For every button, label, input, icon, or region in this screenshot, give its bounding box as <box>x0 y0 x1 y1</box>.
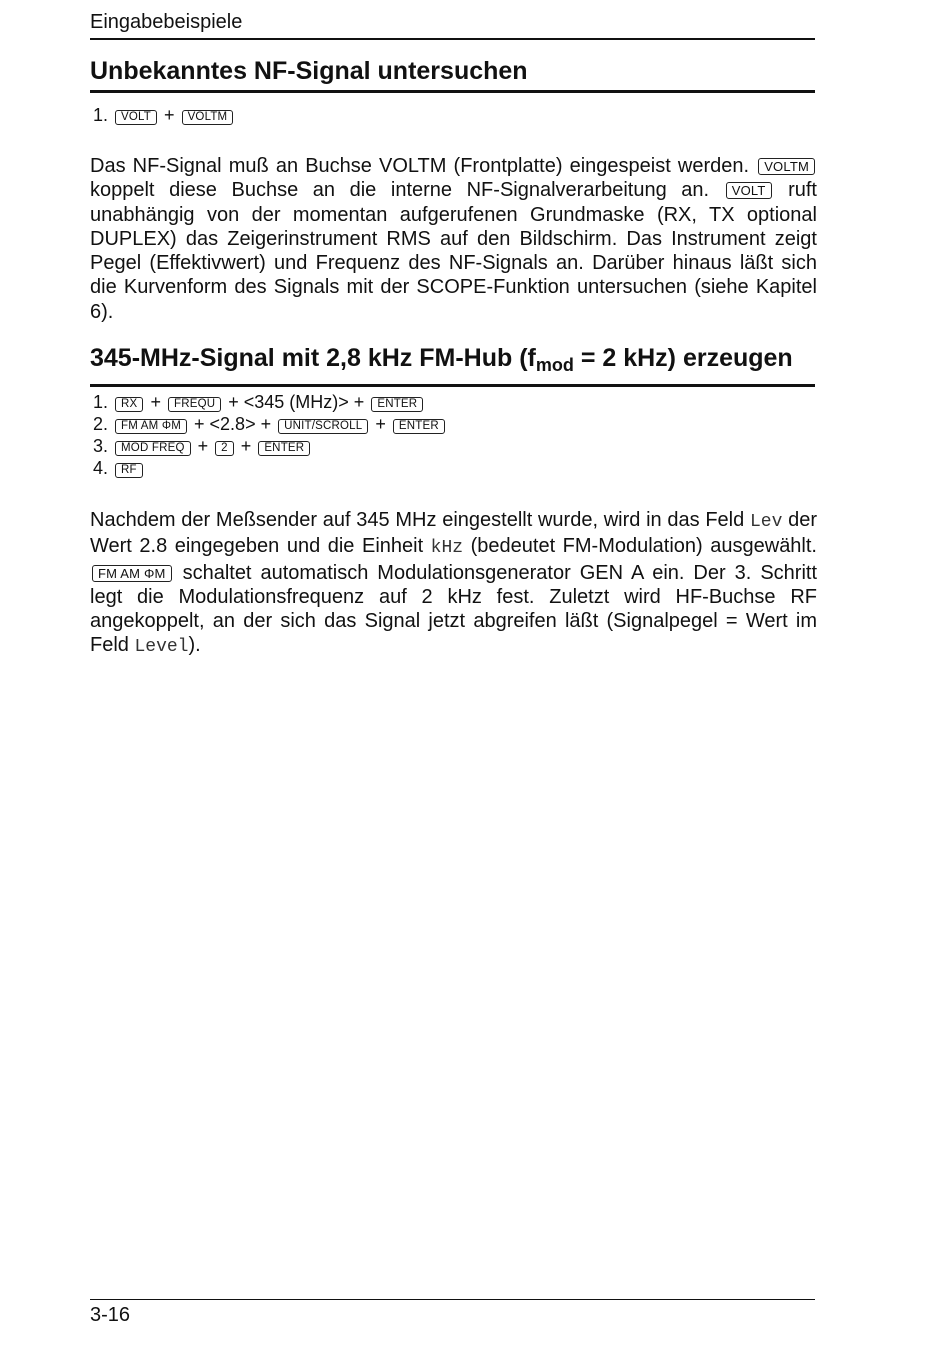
step-list-nf <box>93 104 235 126</box>
plus-sign: + <box>240 436 252 456</box>
step-number: 1. <box>93 105 109 125</box>
text-run: Nachdem der Meßsender auf 345 MHz eingestellt wurde, wird in das Feld <box>90 509 745 531</box>
subscript-mod: mod <box>535 355 574 375</box>
fm-am-pm-key: FM AM ΦM <box>92 565 172 582</box>
step-item <box>93 435 447 457</box>
text-run: ruft unabhängig von der momentan aufgerufenen Grundmaske (RX, TX optional DUPLEX) das Zeigerinstrument RMS auf den Bildschirm. Das Instrument zeigt Pegel (Effektivwert) und Frequenz des NF-Signals an. Darüber hinaus läßt sich die Kurvenform des Signals mit der SCOPE-Funktion untersuchen (siehe Kapitel 6). <box>90 179 817 323</box>
voltm-key: VOLTM <box>758 158 815 175</box>
fm-am-pm-key: FM AM ΦM <box>115 419 187 434</box>
step-item <box>93 457 447 479</box>
section-title-nf-signal <box>90 54 815 93</box>
field-name-level: Level <box>134 637 189 658</box>
text-run: schaltet automatisch Modulationsgenerator GEN A ein. Der 3. Schritt legt die Modulationsfrequenz auf 2 kHz fest. Zuletzt wird HF-Buchse RF angekoppelt, an der sich das Signal jetzt abgreifen läßt (Signalpegel = Wert im Feld <box>90 561 817 657</box>
volt-key: VOLT <box>726 182 772 199</box>
text-run: ). <box>188 634 201 657</box>
step-text: + <345 (MHz)> + <box>228 392 365 412</box>
section-title-text: = 2 kHz) erzeugen <box>573 344 793 372</box>
plus-sign: + <box>197 436 209 456</box>
step-item <box>93 104 235 126</box>
step-number: 1. <box>93 392 109 412</box>
mod-freq-key: MOD FREQ <box>115 441 191 456</box>
frequ-key: FREQU <box>168 397 221 412</box>
voltm-key: VOLTM <box>182 110 234 125</box>
enter-key: ENTER <box>258 441 310 456</box>
text-run: (bedeutet FM-Modulation) ausgewählt. <box>463 535 817 558</box>
step-number: 2. <box>93 414 109 434</box>
enter-key: ENTER <box>371 397 423 412</box>
page-footer <box>90 1299 815 1327</box>
text-run: der Wert 2.8 eingegeben und die Einheit <box>90 509 817 558</box>
step-list-345-mhz <box>93 391 447 479</box>
step-text: + <2.8> + <box>194 414 272 434</box>
unit-name-khz: kHz <box>430 538 464 559</box>
step-item <box>93 391 447 413</box>
rx-key: RX <box>115 397 143 412</box>
enter-key: ENTER <box>393 419 445 434</box>
digit-2-key: 2 <box>215 441 234 456</box>
step-item <box>93 413 447 435</box>
unit-scroll-key: UNIT/SCROLL <box>278 419 368 434</box>
rf-key: RF <box>115 463 143 478</box>
step-number: 4. <box>93 458 109 478</box>
section-title-345-mhz <box>90 341 815 387</box>
text-run: Das NF-Signal muß an Buchse VOLTM (Frontplatte) eingespeist werden. <box>90 155 750 177</box>
page-number: 3-16 <box>90 1304 131 1326</box>
section-title-text: 345-MHz-Signal mit 2,8 kHz FM-Hub (f <box>90 344 536 372</box>
plus-sign: + <box>150 392 161 412</box>
volt-key: VOLT <box>115 110 157 125</box>
paragraph-345-mhz-description <box>90 508 817 660</box>
field-name-lev: Lev <box>749 512 783 532</box>
plus-sign: + <box>164 105 175 125</box>
running-header <box>90 8 815 40</box>
section-title-text: Unbekanntes NF-Signal untersuchen <box>90 57 528 85</box>
text-run: koppelt diese Buchse an die interne NF-Signalverarbeitung an. <box>90 179 710 202</box>
header-title: Eingabebeispiele <box>90 11 243 33</box>
plus-sign: + <box>375 414 386 434</box>
step-number: 3. <box>93 436 109 456</box>
paragraph-nf-description <box>90 154 817 324</box>
